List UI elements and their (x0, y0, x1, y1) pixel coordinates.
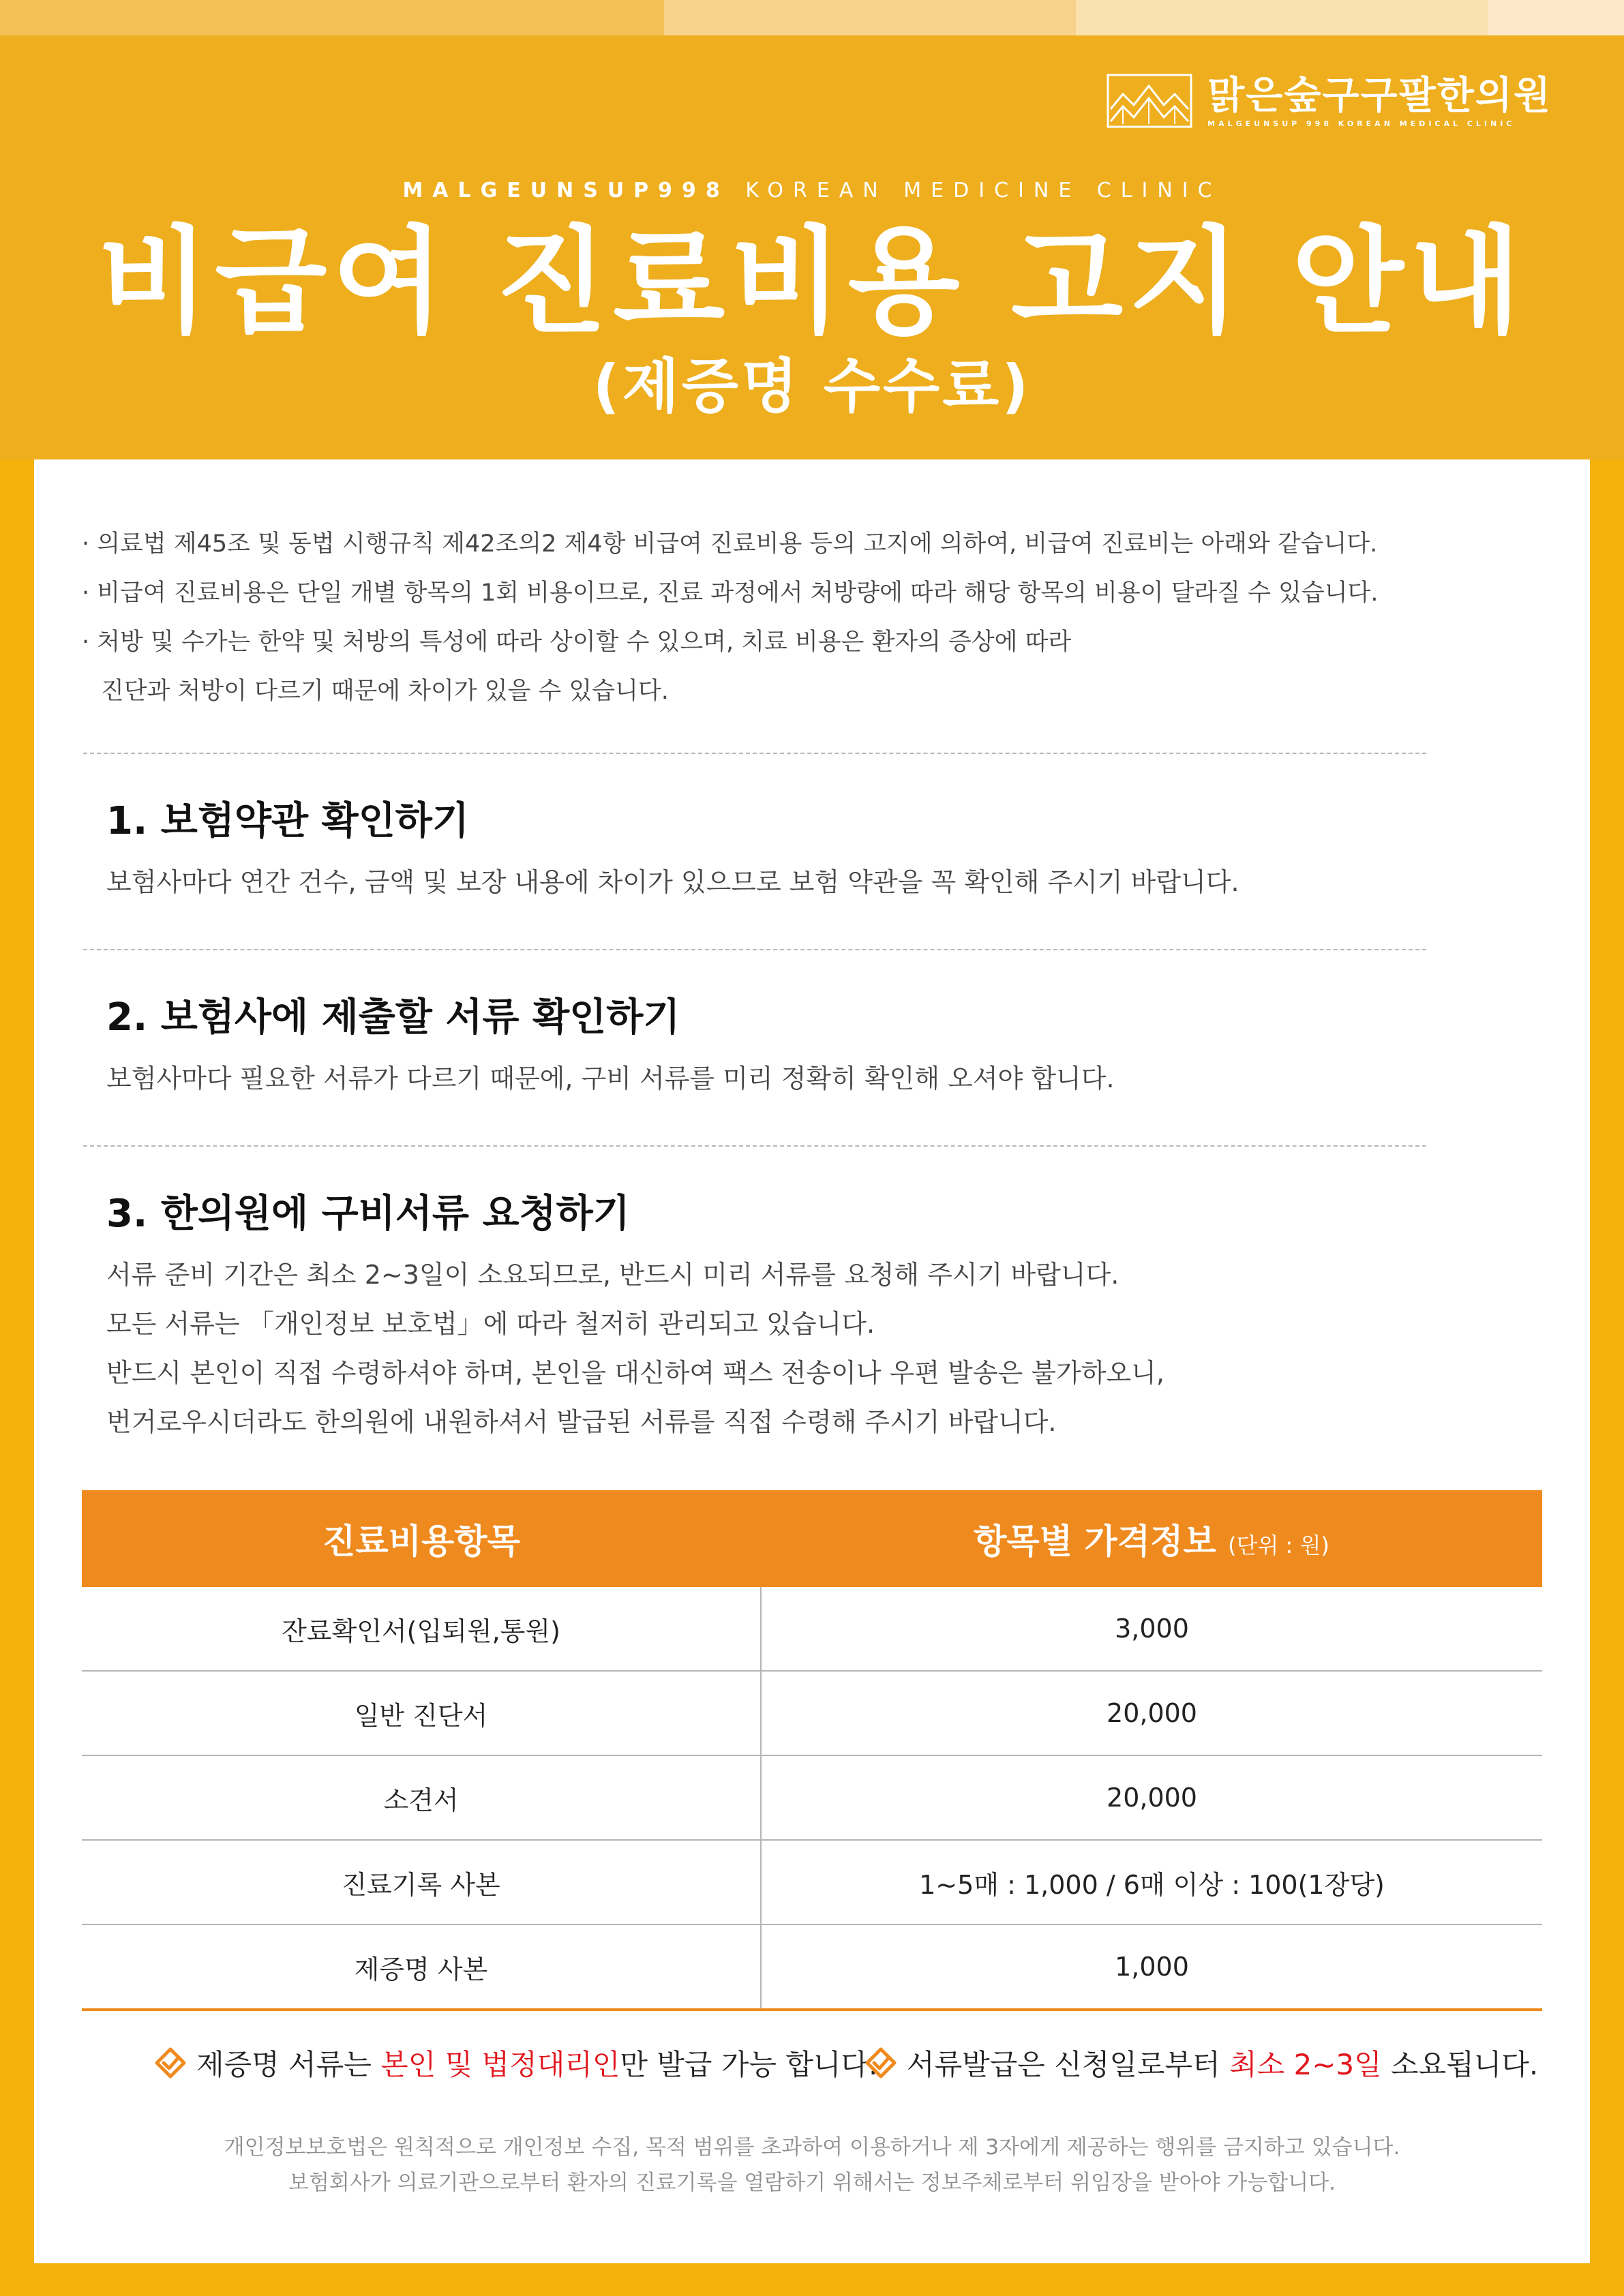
price-cell: 20,000 (761, 1671, 1542, 1755)
notice-text (907, 2042, 1538, 2083)
check-icon (864, 2046, 897, 2079)
section-line: 서류 준비 기간은 최소 2~3일이 소요되므로, 반드시 미리 서류를 요청해 주시기 바랍니다. (106, 1260, 1119, 1290)
page-title: 비급여 진료비용 고지 안내 (97, 215, 1527, 350)
table-row (82, 1671, 1542, 1755)
table-row (82, 1840, 1542, 1924)
footer-line: 개인정보보호법은 원칙적으로 개인정보 수집, 목적 범위를 초과하여 이용하거나 제 3자에게 제공하는 행위를 금지하고 있습니다. (224, 2135, 1400, 2160)
english-tagline-rest: KOREAN MEDICINE CLINIC (745, 179, 1222, 202)
strip-segment (0, 0, 664, 35)
mountain-forest-logo-icon (1107, 74, 1192, 128)
item-cell: 소견서 (82, 1755, 761, 1840)
fee-table (82, 1490, 1542, 2011)
section-line: 보험사마다 필요한 서류가 다르기 때문에, 구비 서류를 미리 정확히 확인해 오셔야 합니다. (106, 1063, 1115, 1093)
section-title: 3. 한의원에 구비서류 요청하기 (106, 1192, 630, 1236)
table-row (82, 1755, 1542, 1840)
clinic-logo (1107, 74, 1552, 128)
table-header-row (82, 1490, 1542, 1587)
column-header-item: 진료비용항목 (82, 1490, 761, 1587)
item-cell: 일반 진단서 (82, 1671, 761, 1755)
price-cell: 3,000 (761, 1587, 1542, 1671)
strip-segment (1488, 0, 1624, 35)
notice-text-c: 소요됩니다. (1381, 2048, 1539, 2081)
section-body (106, 1250, 1164, 1447)
page-subtitle: (제증명 수수료) (592, 352, 1032, 421)
section-line: 번거로우시더라도 한의원에 내원하셔서 발급된 서류를 직접 수령해 주시기 바랍니다. (106, 1407, 1057, 1437)
check-icon (154, 2046, 187, 2079)
notice-highlight: 최소 2~3일 (1229, 2048, 1382, 2081)
price-cell: 1,000 (761, 1924, 1542, 2010)
dashed-divider (83, 949, 1426, 950)
section-line: 모든 서류는 「개인정보 보호법」에 따라 철저히 관리되고 있습니다. (106, 1309, 875, 1339)
item-cell: 진료기록 사본 (82, 1840, 761, 1924)
note-line: · 처방 및 수가는 한약 및 처방의 특성에 따라 상이할 수 있으며, 치료 비용은 환자의 증상에 따라 (82, 629, 1072, 656)
notice-text-a: 서류발급은 신청일로부터 (907, 2048, 1229, 2081)
section-body (106, 1054, 1115, 1103)
english-tagline-bold: MALGEUNSUP998 (402, 179, 730, 202)
section-line: 보험사마다 연간 건수, 금액 및 보장 내용에 차이가 있으므로 보험 약관을 꼭 확인해 주시기 바랍니다. (106, 867, 1239, 897)
table-row (82, 1587, 1542, 1671)
item-cell: 잔료확인서(입퇴원,통원) (82, 1587, 761, 1671)
section-line: 반드시 본인이 직접 수령하셔야 하며, 본인을 대신하여 팩스 전송이나 우편 발송은 불가하오니, (106, 1358, 1164, 1388)
footer-line: 보험회사가 의료기관으로부터 환자의 진료기록을 열람하기 위해서는 정보주체로부터 위임장을 받아야 가능합니다. (288, 2171, 1336, 2195)
price-cell: 1~5매 : 1,000 / 6매 이상 : 100(1장당) (761, 1840, 1542, 1924)
notice-issuance (154, 2042, 877, 2083)
column-header-price (761, 1490, 1542, 1587)
dashed-divider (83, 753, 1426, 754)
clinic-name: 맑은숲구구팔한의원 (1207, 73, 1552, 118)
note-line: · 비급여 진료비용은 단일 개별 항목의 1회 비용이므로, 진료 과정에서 처방량에 따라 해당 항목의 비용이 달라질 수 있습니다. (82, 579, 1379, 607)
strip-segment (664, 0, 1076, 35)
section-body (106, 858, 1239, 907)
notice-text-a: 제증명 서류는 (196, 2048, 381, 2081)
notice-highlight: 본인 및 법정대리인 (380, 2048, 620, 2081)
section-title: 2. 보험사에 제출할 서류 확인하기 (106, 995, 680, 1040)
notice-processing-time (864, 2042, 1538, 2083)
dashed-divider (83, 1145, 1426, 1147)
table-row (82, 1924, 1542, 2010)
privacy-footer (34, 2130, 1590, 2201)
clinic-english-name: MALGEUNSUP 998 KOREAN MEDICAL CLINIC (1207, 119, 1516, 128)
price-cell: 20,000 (761, 1755, 1542, 1840)
notice-text (196, 2042, 877, 2083)
notice-text-c: 만 발급 가능 합니다. (620, 2048, 878, 2081)
unit-label: (단위 : 원) (1228, 1532, 1329, 1558)
content-card (34, 459, 1590, 2263)
item-cell: 제증명 사본 (82, 1924, 761, 2010)
header-banner (0, 35, 1624, 459)
top-color-strip (0, 0, 1624, 35)
note-line: · 의료법 제45조 및 동법 시행규칙 제42조의2 제4항 비급여 진료비용 등의 고지에 의하여, 비급여 진료비는 아래와 같습니다. (82, 530, 1378, 558)
legal-notes (82, 519, 1378, 716)
section-title: 1. 보험약관 확인하기 (106, 799, 469, 843)
english-tagline (0, 179, 1624, 202)
strip-segment (1076, 0, 1488, 35)
column-header-price-label: 항목별 가격정보 (974, 1522, 1216, 1561)
note-line: 진단과 처방이 다르기 때문에 차이가 있을 수 있습니다. (101, 678, 669, 705)
